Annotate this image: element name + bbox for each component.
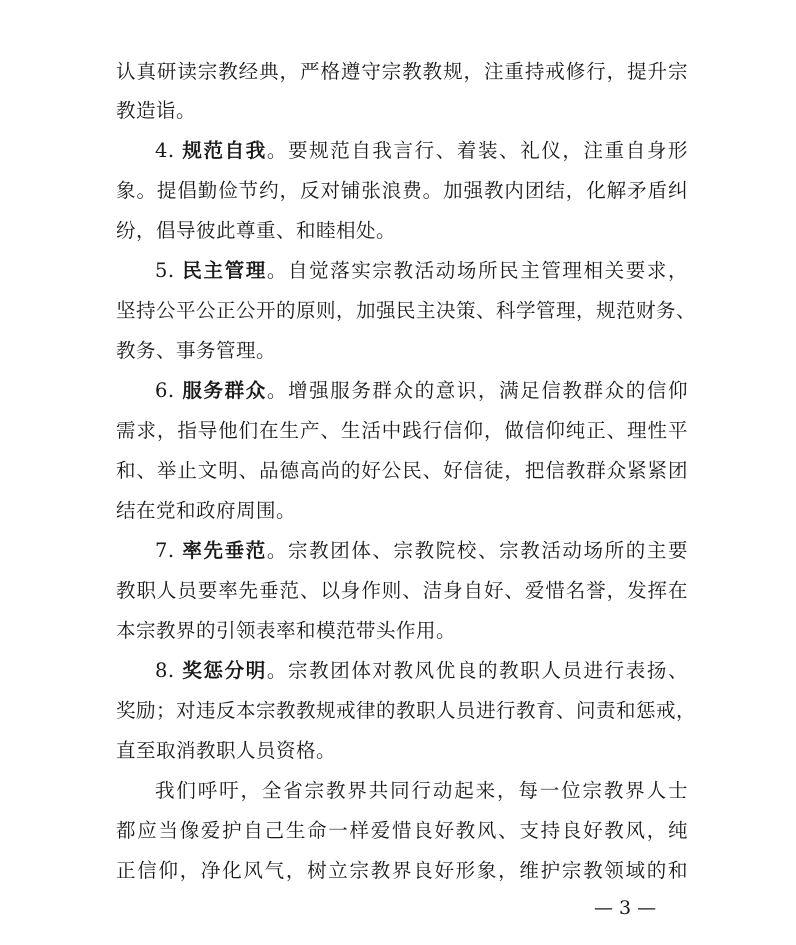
item-heading: 规范自我 bbox=[182, 139, 267, 162]
text-line: 本宗教界的引领表率和模范带头作用。 bbox=[116, 619, 457, 642]
item-number: 8. bbox=[155, 659, 175, 682]
item-number: 5. bbox=[155, 259, 175, 282]
item-text: 。宗教团体、宗教院校、宗教活动场所的主要 bbox=[266, 539, 688, 562]
text-line: 纷，倡导彼此尊重、和睦相处。 bbox=[116, 219, 397, 242]
text-line: 奖励；对违反本宗教教规戒律的教职人员进行教育、问责和惩戒， bbox=[116, 699, 697, 722]
text-line: 直至取消教职人员资格。 bbox=[116, 739, 337, 762]
item-number: 4. bbox=[155, 139, 175, 162]
item-heading: 民主管理 bbox=[182, 259, 267, 282]
text-line: 教务、事务管理。 bbox=[116, 339, 277, 362]
paragraph-6-first-line bbox=[155, 379, 688, 403]
item-heading: 率先垂范 bbox=[182, 539, 267, 562]
text-line: 象。提倡勤俭节约，反对铺张浪费。加强教内团结，化解矛盾纠 bbox=[116, 179, 688, 202]
text-line: 结在党和政府周围。 bbox=[116, 499, 297, 522]
text-line: 都应当像爱护自己生命一样爱惜良好教风、支持良好教风，纯 bbox=[116, 819, 688, 842]
text-line: 需求，指导他们在生产、生活中践行信仰，做信仰纯正、理性平 bbox=[116, 419, 688, 442]
text-line: 教职人员要率先垂范、以身作则、洁身自好、爱惜名誉，发挥在 bbox=[116, 579, 688, 602]
item-heading: 服务群众 bbox=[182, 379, 267, 402]
item-number: 7. bbox=[155, 539, 175, 562]
text-line: 教造诣。 bbox=[116, 99, 197, 122]
text-line: 正信仰，净化风气，树立宗教界良好形象，维护宗教领域的和 bbox=[116, 859, 688, 882]
text-line: 认真研读宗教经典，严格遵守宗教教规，注重持戒修行，提升宗 bbox=[116, 60, 688, 83]
text-line: 坚持公平公正公开的原则，加强民主决策、科学管理，规范财务、 bbox=[116, 299, 697, 322]
closing-paragraph-first-line: 我们呼吁，全省宗教界共同行动起来，每一位宗教界人士 bbox=[155, 779, 688, 802]
page-number: — 3 — bbox=[594, 897, 657, 919]
item-text: 。自觉落实宗教活动场所民主管理相关要求， bbox=[266, 259, 688, 282]
item-number: 6. bbox=[155, 379, 175, 402]
item-heading: 奖惩分明 bbox=[182, 659, 267, 682]
item-text: 。宗教团体对教风优良的教职人员进行表扬、 bbox=[266, 659, 688, 682]
paragraph-8-first-line bbox=[155, 659, 688, 683]
text-line: 和、举止文明、品德高尚的好公民、好信徒，把信教群众紧紧团 bbox=[116, 459, 688, 482]
paragraph-5-first-line bbox=[155, 259, 688, 283]
item-text: 。要规范自我言行、着装、礼仪，注重自身形 bbox=[266, 139, 688, 162]
paragraph-4-first-line bbox=[155, 139, 688, 163]
item-text: 。增强服务群众的意识，满足信教群众的信仰 bbox=[266, 379, 688, 402]
paragraph-7-first-line bbox=[155, 539, 688, 563]
